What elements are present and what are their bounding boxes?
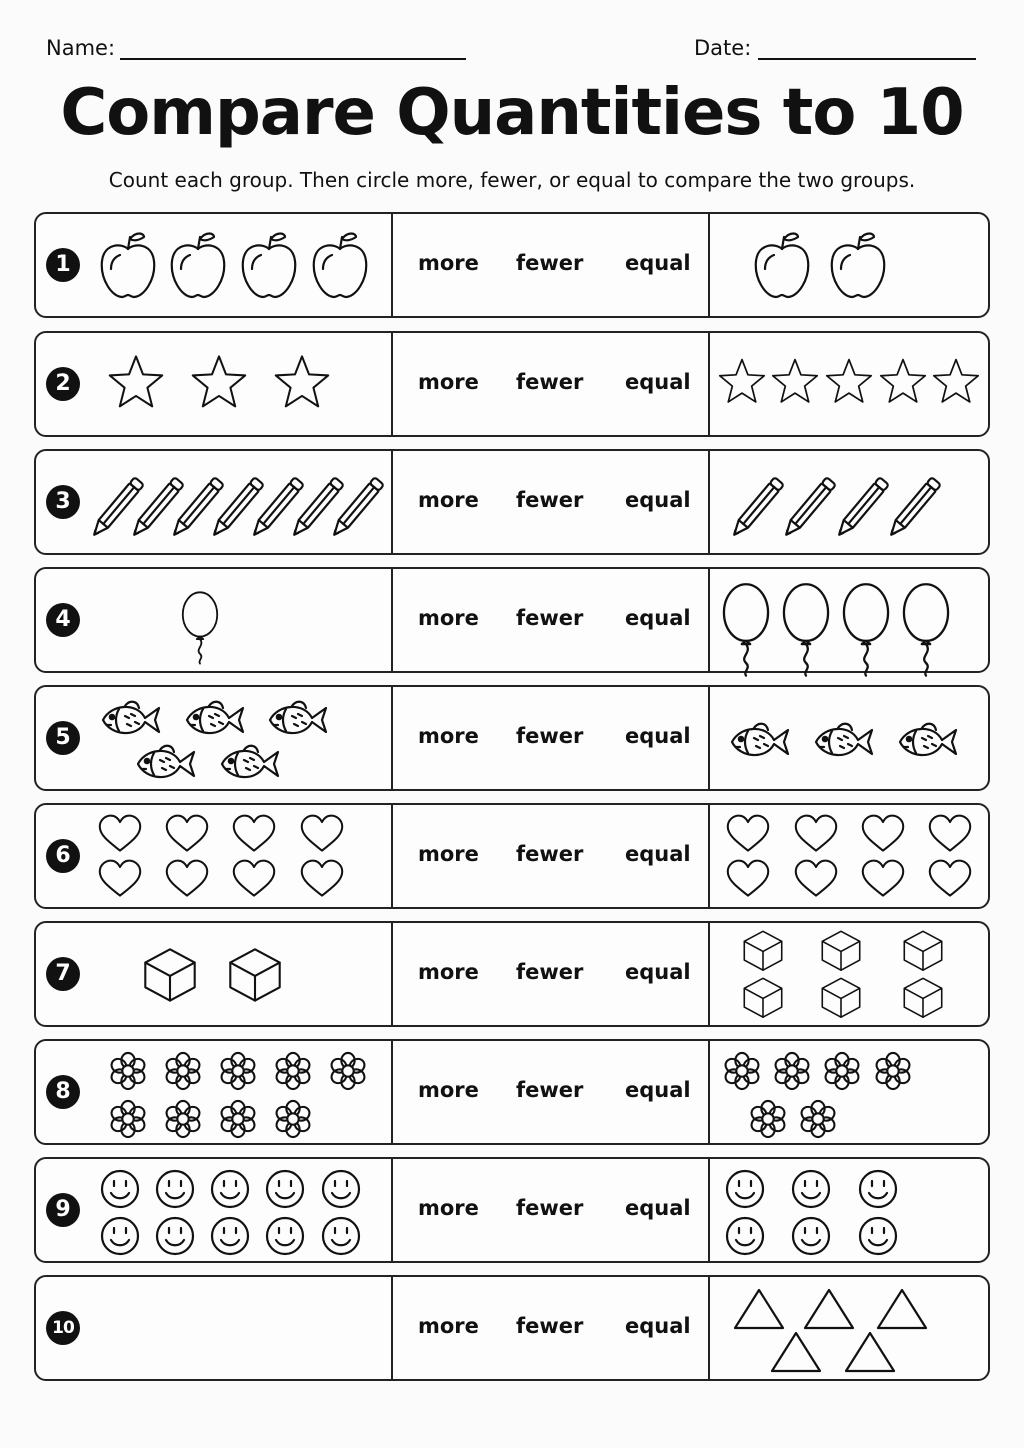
flower-icon [109,1101,147,1137]
heart-icon [863,816,903,851]
name-field[interactable] [120,58,466,60]
smiley-icon [267,1171,303,1207]
right-picture-group [708,687,988,789]
cube-icon [230,949,279,1000]
choice-equal[interactable]: equal [625,1196,691,1220]
problem-number: 10 [46,1311,80,1345]
smiley-icon [323,1171,359,1207]
choice-more[interactable]: more [418,370,479,394]
smiley-icon [157,1218,193,1254]
choice-more[interactable]: more [418,960,479,984]
apple-icon [314,234,366,298]
pencil-icon [782,477,836,538]
triangle-icon [846,1333,894,1371]
flower-icon [749,1101,787,1137]
flower-icon [773,1053,811,1089]
choice-more[interactable]: more [418,842,479,866]
right-group [708,214,988,316]
problem-number: 1 [46,248,80,282]
left-group [36,214,393,316]
left-picture-group [36,1277,391,1379]
date-field[interactable] [758,58,976,60]
right-picture-group [708,451,988,553]
choice-cell [391,214,710,316]
problem-number: 9 [46,1193,80,1227]
balloon-icon [904,584,948,675]
cube-icon [904,931,941,970]
problem-number: 3 [46,485,80,519]
flower-icon [274,1053,312,1089]
left-picture-group [36,687,391,789]
balloon-icon [724,584,768,675]
star-icon [110,356,162,406]
star-icon [881,360,925,402]
cube-icon [145,949,194,1000]
heart-icon [167,816,207,851]
left-picture-group [36,333,391,435]
left-picture-group [36,1159,391,1261]
pencil-icon [730,477,784,538]
problem-row-10 [34,1275,990,1381]
left-picture-group [36,923,391,1025]
triangle-icon [805,1290,853,1328]
choice-more[interactable]: more [418,606,479,630]
cube-icon [744,931,781,970]
right-group [708,687,988,789]
date-label: Date: [694,36,752,60]
choice-more[interactable]: more [418,488,479,512]
choice-more[interactable]: more [418,251,479,275]
choice-more[interactable]: more [418,1196,479,1220]
right-group [708,1277,988,1379]
smiley-icon [727,1171,763,1207]
right-group [708,923,988,1025]
heart-icon [796,816,836,851]
star-icon [827,360,871,402]
problem-number: 7 [46,957,80,991]
choice-equal[interactable]: equal [625,370,691,394]
choice-fewer[interactable]: fewer [516,842,584,866]
choice-cell [391,451,710,553]
right-picture-group [708,333,988,435]
name-label: Name: [46,36,116,60]
smiley-icon [793,1218,829,1254]
left-group [36,333,393,435]
smiley-icon [727,1218,763,1254]
fish-icon [900,724,956,755]
choice-fewer[interactable]: fewer [516,724,584,748]
flower-icon [799,1101,837,1137]
choice-cell [391,569,710,671]
problem-number: 6 [46,839,80,873]
problem-row-2 [34,331,990,437]
problem-number: 8 [46,1075,80,1109]
pencil-icon [887,477,941,538]
heart-icon [863,861,903,896]
problem-row-4 [34,567,990,673]
heart-icon [302,861,342,896]
balloon-icon [844,584,888,675]
choice-cell [391,805,710,907]
right-group [708,1159,988,1261]
choice-equal[interactable]: equal [625,960,691,984]
heart-icon [234,861,274,896]
balloon-icon [183,592,217,663]
choice-cell [391,1041,710,1143]
right-picture-group [708,1159,988,1261]
flower-icon [823,1053,861,1089]
fish-icon [270,702,326,733]
left-group [36,451,393,553]
smiley-icon [793,1171,829,1207]
problem-row-6 [34,803,990,909]
choice-cell [391,333,710,435]
choice-cell [391,1159,710,1261]
apple-icon [832,234,884,298]
smiley-icon [102,1171,138,1207]
star-icon [276,356,328,406]
problem-row-8 [34,1039,990,1145]
heart-icon [100,816,140,851]
choice-equal[interactable]: equal [625,488,691,512]
heart-icon [100,861,140,896]
problem-row-5 [34,685,990,791]
heart-icon [796,861,836,896]
balloon-icon [784,584,828,675]
choice-more[interactable]: more [418,1078,479,1102]
fish-icon [816,724,872,755]
choice-fewer[interactable]: fewer [516,251,584,275]
left-group [36,569,393,671]
flower-icon [219,1101,257,1137]
choice-fewer[interactable]: fewer [516,1314,584,1338]
choice-fewer[interactable]: fewer [516,960,584,984]
pencil-icon [835,477,889,538]
problem-row-1 [34,212,990,318]
choice-equal[interactable]: equal [625,606,691,630]
left-group [36,1041,393,1143]
fish-icon [138,746,194,777]
heart-icon [930,816,970,851]
left-picture-group [36,805,391,907]
apple-icon [243,234,295,298]
heart-icon [930,861,970,896]
choice-fewer[interactable]: fewer [516,606,584,630]
right-picture-group [708,214,988,316]
cube-icon [904,978,941,1017]
choice-equal[interactable]: equal [625,842,691,866]
left-group [36,805,393,907]
flower-icon [874,1053,912,1089]
choice-cell [391,687,710,789]
page-title: Compare Quantities to 10 [60,76,964,150]
choice-fewer[interactable]: fewer [516,488,584,512]
triangle-icon [878,1290,926,1328]
smiley-icon [860,1218,896,1254]
apple-icon [102,234,154,298]
left-picture-group [36,451,391,553]
triangle-icon [735,1290,783,1328]
star-icon [934,360,978,402]
choice-equal[interactable]: equal [625,1078,691,1102]
right-group [708,333,988,435]
choice-cell [391,923,710,1025]
fish-icon [222,746,278,777]
smiley-icon [860,1171,896,1207]
right-picture-group [708,923,988,1025]
choice-more[interactable]: more [418,1314,479,1338]
star-icon [773,360,817,402]
problem-number: 4 [46,603,80,637]
heart-icon [728,861,768,896]
star-icon [193,356,245,406]
fish-icon [187,702,243,733]
problem-row-3 [34,449,990,555]
flower-icon [109,1053,147,1089]
fish-icon [103,702,159,733]
flower-icon [329,1053,367,1089]
left-group [36,687,393,789]
right-group [708,569,988,671]
right-picture-group [708,805,988,907]
right-group [708,1041,988,1143]
right-picture-group [708,569,988,671]
smiley-icon [212,1171,248,1207]
flower-icon [164,1053,202,1089]
flower-icon [274,1101,312,1137]
choice-fewer[interactable]: fewer [516,1196,584,1220]
choice-fewer[interactable]: fewer [516,370,584,394]
instructions: Count each group. Then circle more, fewer, or equal to compare the two groups. [108,168,916,192]
heart-icon [728,816,768,851]
left-picture-group [36,214,391,316]
star-icon [720,360,764,402]
choice-equal[interactable]: equal [625,724,691,748]
smiley-icon [102,1218,138,1254]
choice-more[interactable]: more [418,724,479,748]
smiley-icon [323,1218,359,1254]
problem-row-9 [34,1157,990,1263]
smiley-icon [267,1218,303,1254]
cube-icon [822,931,859,970]
flower-icon [219,1053,257,1089]
right-picture-group [708,1041,988,1143]
heart-icon [167,861,207,896]
right-group [708,805,988,907]
choice-equal[interactable]: equal [625,1314,691,1338]
right-group [708,451,988,553]
flower-icon [164,1101,202,1137]
apple-icon [172,234,224,298]
apple-icon [756,234,808,298]
right-picture-group [708,1277,988,1379]
cube-icon [744,978,781,1017]
left-group [36,1277,393,1379]
choice-cell [391,1277,710,1379]
problem-number: 5 [46,721,80,755]
heart-icon [302,816,342,851]
left-picture-group [36,1041,391,1143]
choice-fewer[interactable]: fewer [516,1078,584,1102]
flower-icon [723,1053,761,1089]
smiley-icon [212,1218,248,1254]
left-group [36,923,393,1025]
cube-icon [822,978,859,1017]
smiley-icon [157,1171,193,1207]
pencil-icon [330,477,384,538]
triangle-icon [772,1333,820,1371]
left-group [36,1159,393,1261]
problem-row-7 [34,921,990,1027]
choice-equal[interactable]: equal [625,251,691,275]
heart-icon [234,816,274,851]
fish-icon [732,724,788,755]
problem-number: 2 [46,367,80,401]
left-picture-group [36,569,391,671]
